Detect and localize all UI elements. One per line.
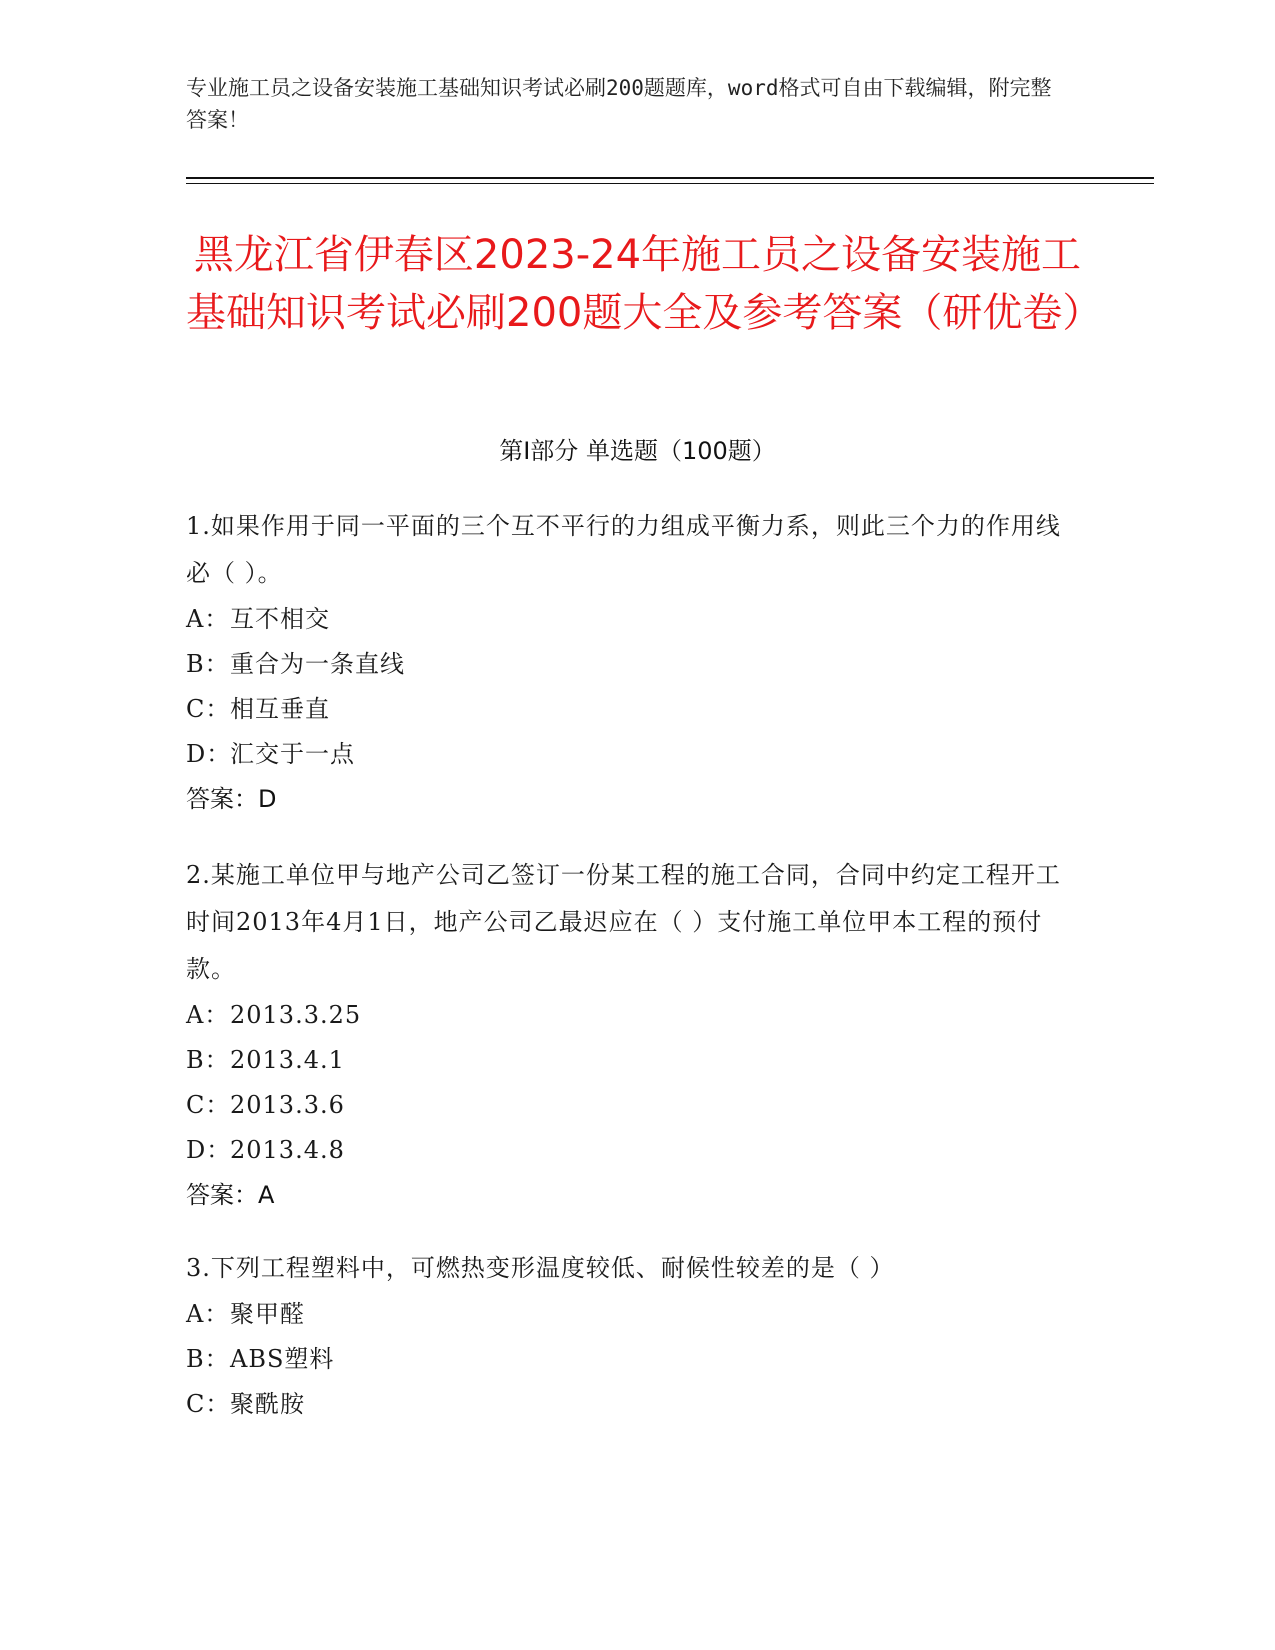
answer-label: 答案：D bbox=[186, 785, 277, 813]
option-c bbox=[186, 687, 1066, 732]
option-key: B： bbox=[186, 650, 230, 678]
option-text: 2013.4.8 bbox=[230, 1136, 345, 1164]
option-text: 聚甲醛 bbox=[230, 1300, 305, 1328]
option-text: 重合为一条直线 bbox=[230, 650, 405, 678]
question-stem: 2.某施工单位甲与地产公司乙签订一份某工程的施工合同，合同中约定工程开工时间2013年4月1日，地产公司乙最迟应在（ ）支付施工单位甲本工程的预付款。 bbox=[186, 861, 1061, 983]
question-item bbox=[186, 852, 1066, 1218]
option-text: 相互垂直 bbox=[230, 695, 330, 723]
option-key: A： bbox=[186, 1001, 230, 1029]
option-key: B： bbox=[186, 1345, 230, 1373]
header-rule-thin bbox=[186, 183, 1154, 184]
option-text: 2013.3.6 bbox=[230, 1091, 345, 1119]
option-a bbox=[186, 993, 1066, 1038]
option-key: C： bbox=[186, 695, 231, 723]
answer-label: 答案：A bbox=[186, 1181, 275, 1209]
option-text: 互不相交 bbox=[230, 605, 330, 633]
option-a bbox=[186, 1292, 1066, 1337]
option-key: A： bbox=[186, 605, 230, 633]
option-text: 2013.4.1 bbox=[230, 1046, 345, 1074]
question-stem: 3.下列工程塑料中，可燃热变形温度较低、耐候性较差的是（ ） bbox=[186, 1254, 895, 1282]
option-b bbox=[186, 1337, 1066, 1382]
option-c bbox=[186, 1083, 1066, 1128]
option-text: 汇交于一点 bbox=[230, 740, 355, 768]
option-key: C： bbox=[186, 1091, 231, 1119]
option-text: 2013.3.25 bbox=[230, 1001, 362, 1029]
option-key: B： bbox=[186, 1046, 230, 1074]
option-d bbox=[186, 732, 1066, 777]
option-text: 聚酰胺 bbox=[230, 1390, 305, 1418]
document-title: 黑龙江省伊春区2023-24年施工员之设备安装施工基础知识考试必刷200题大全及参考答案（研优卷） bbox=[186, 232, 1103, 336]
option-key: A： bbox=[186, 1300, 230, 1328]
option-key: D： bbox=[186, 740, 232, 768]
question-item bbox=[186, 503, 1066, 822]
option-b bbox=[186, 642, 1066, 687]
option-b bbox=[186, 1038, 1066, 1083]
question-stem: 1.如果作用于同一平面的三个互不平行的力组成平衡力系，则此三个力的作用线必（ ）。 bbox=[186, 512, 1061, 587]
option-d bbox=[186, 1128, 1066, 1173]
option-key: D： bbox=[186, 1136, 232, 1164]
section-heading: 第I部分 单选题（100题） bbox=[499, 437, 776, 465]
question-item bbox=[186, 1245, 1066, 1427]
header-rule-thick bbox=[186, 177, 1154, 179]
option-text: ABS塑料 bbox=[230, 1345, 335, 1373]
option-key: C： bbox=[186, 1390, 231, 1418]
option-a bbox=[186, 597, 1066, 642]
header-note: 专业施工员之设备安装施工基础知识考试必刷200题题库，word格式可自由下载编辑，附完整答案！ bbox=[186, 76, 1052, 132]
option-c bbox=[186, 1382, 1066, 1427]
